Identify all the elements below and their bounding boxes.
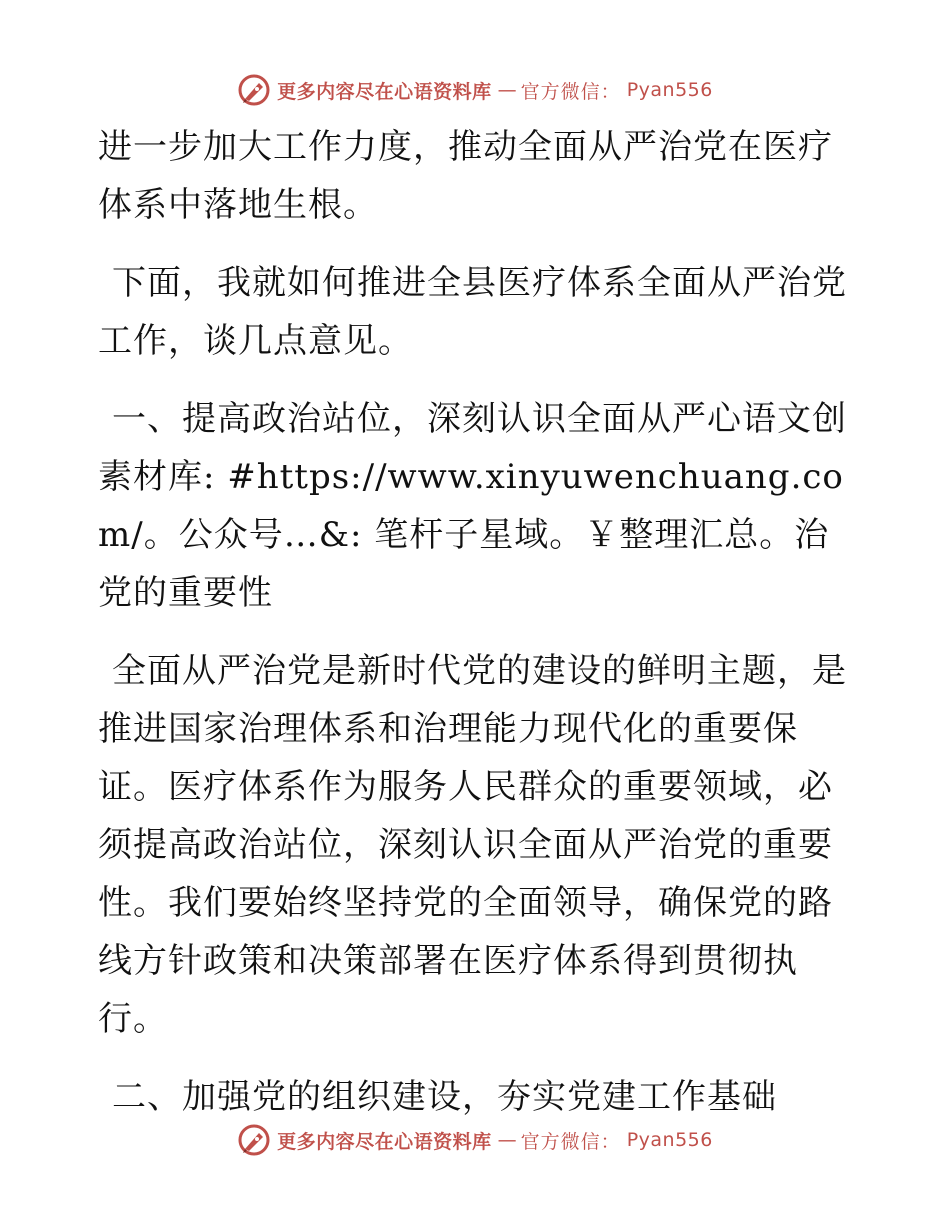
footer-watermark	[0, 1118, 950, 1162]
footer-brand: 更多内容尽在心语资料库	[277, 1130, 492, 1153]
footer-wechat-id: Pyan556	[626, 1129, 713, 1151]
footer-dash: —	[497, 1129, 515, 1151]
paragraph-2: 下面，我就如何推进全县医疗体系全面从严治党工作，谈几点意见。	[98, 263, 847, 361]
header-wechat-label: 官方微信：	[520, 80, 621, 103]
pen-logo-icon	[237, 73, 271, 107]
pen-logo-icon	[237, 1123, 271, 1157]
header-dash: —	[497, 79, 515, 101]
section-heading-1: 一、提高政治站位，深刻认识全面从严心语文创素材库: #https://www.xinyuwenchuang.com/。公众号…&: 笔杆子星域。￥整理汇总。治党的重要性	[98, 399, 847, 613]
paragraph-3: 全面从严治党是新时代党的建设的鲜明主题，是推进国家治理体系和治理能力现代化的重要保证。医疗体系作为服务人民群众的重要领域，必须提高政治站位，深刻认识全面从严治党的重要性。我们要始终坚持党的全面领导，确保党的路线方针政策和决策部署在医疗体系得到贯彻执行。	[98, 651, 847, 1039]
paragraph-1: 进一步加大工作力度，推动全面从严治党在医疗体系中落地生根。	[98, 127, 833, 225]
header-brand: 更多内容尽在心语资料库	[277, 80, 492, 103]
footer-wechat-label: 官方微信：	[520, 1130, 621, 1153]
header-wechat-id: Pyan556	[626, 79, 713, 101]
section-heading-2: 二、加强党的组织建设，夯实党建工作基础	[112, 1077, 777, 1117]
header-watermark	[0, 68, 950, 112]
document-body	[98, 118, 850, 1146]
